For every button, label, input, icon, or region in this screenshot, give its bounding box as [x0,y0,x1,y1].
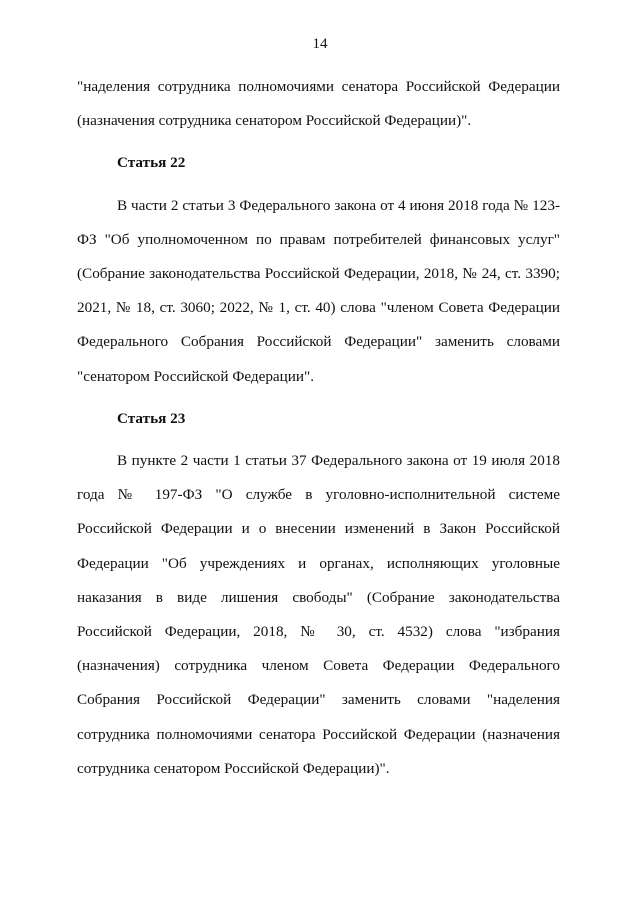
article-22-heading: Статья 22 [117,154,186,172]
page-number: 14 [312,36,328,52]
document-body [77,70,560,786]
article-23-heading: Статья 23 [117,409,186,427]
intro-paragraph: "наделения сотрудника полномочиями сенатора Российской Федерации (назначения сотрудника сенатором Российской Федерации)". [77,78,560,130]
article-23-text: В пункте 2 части 1 статьи 37 Федерального закона от 19 июля 2018 года № 197-ФЗ "О службе в уголовно-исполнительной системе Российской Федерации и о внесении изменений в Закон Российской Федерации "Об учреждениях и органах, исполняющих уголовные наказания в виде лишения свободы" (Собрание законодательства Российской Федерации, 2018, № 30, ст. 4532) слова "избрания (назначения) сотрудника членом Совета Федерации Федерального Собрания Российской Федерации" заменить словами "наделения сотрудника полномочиями сенатора Российской Федерации (назначения сотрудника сенатором Российской Федерации)". [77,452,560,777]
article-22-text: В части 2 статьи 3 Федерального закона от 4 июня 2018 года № 123-ФЗ "Об уполномоченном по правам потребителей финансовых услуг" (Собрание законодательства Российской Федерации, 2018, № 24, ст. 3390; 2021, № 18, ст. 3060; 2022, № 1, ст. 40) слова "членом Совета Федерации Федерального Собрания Российской Федерации" заменить словами "сенатором Российской Федерации". [77,196,560,385]
